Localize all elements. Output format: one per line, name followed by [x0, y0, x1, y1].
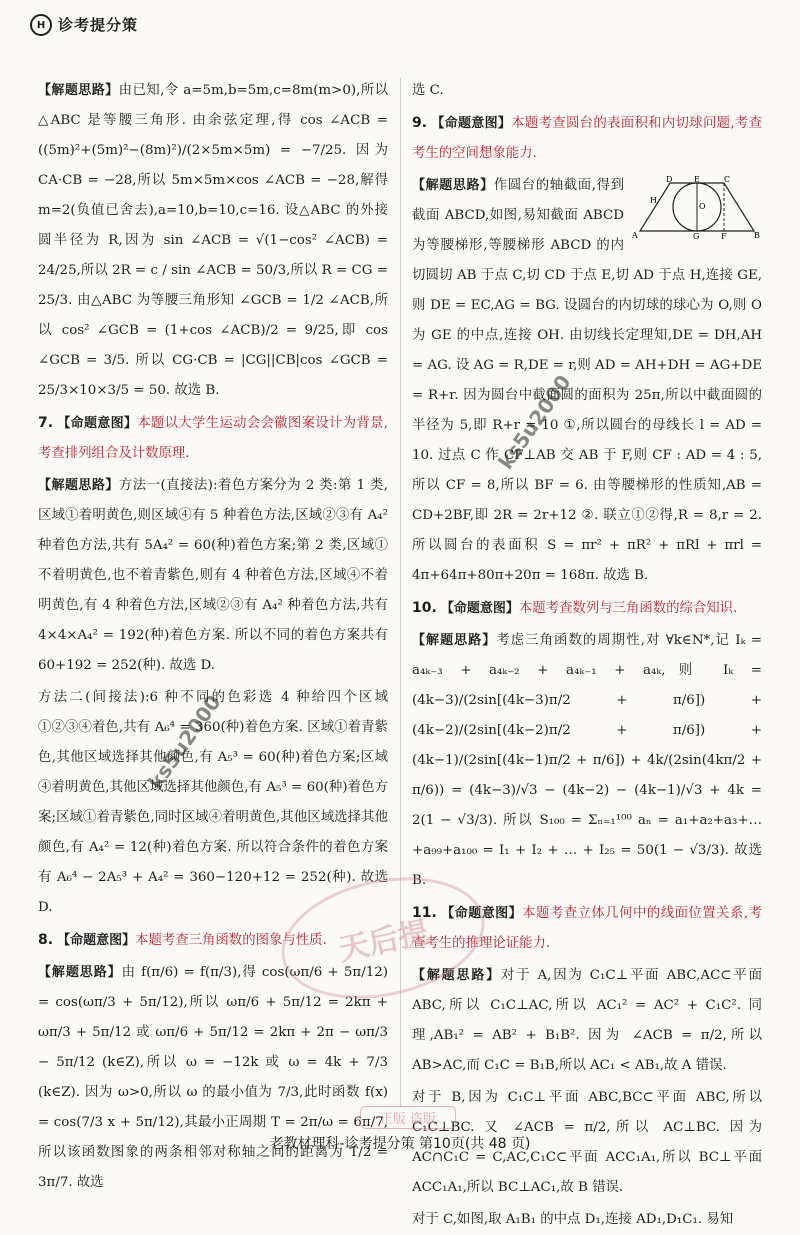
intent-tag: 【命题意图】 — [57, 416, 138, 431]
frustum-section-figure — [632, 175, 762, 239]
q11-option-a-text: 对于 A,因为 C₁C⊥平面 ABC,AC⊂平面 ABC,所以 C₁C⊥AC,所以 AC₁² = AC² + C₁C². 同理,AB₁² = AB² + B₁B². 因为 ∠ACB = π/2,所以 AB>AC,而 C₁C = B₁B,所以 AC₁ < AB₁,故 A 错误. — [412, 968, 762, 1073]
q6-solution — [38, 76, 388, 406]
page-footer: 老教材理科-诊考提分策 第10页(共 48 页) — [269, 1136, 531, 1152]
q10-intent-text: 本题考查数列与三角函数的综合知识. — [518, 601, 738, 616]
solution-tag: 【解题思路】 — [412, 178, 494, 193]
q11-solution-a — [412, 961, 762, 1081]
publisher-watermark: 天后提 — [270, 860, 496, 1016]
fig-label-c: C — [724, 175, 731, 184]
q9-intent — [412, 108, 762, 169]
header-title: 诊考提分策 — [58, 16, 139, 34]
q9-intent-text: 本题考查圆台的表面积和内切球问题,考查考生的空间想象能力. — [412, 116, 762, 161]
solution-tag: 【解题思路】 — [38, 478, 119, 493]
solution-tag: 【解题思路】 — [412, 968, 501, 983]
fig-label-e: E — [694, 175, 700, 184]
solution-tag: 【解题思路】 — [38, 965, 122, 980]
brand-logo-icon: H — [30, 14, 52, 36]
q7-solution — [38, 471, 388, 681]
fig-label-h: H — [650, 196, 657, 205]
q10-intent — [412, 593, 762, 624]
q8-solution-text: 由 f(π/6) = f(π/3),得 cos(ωπ/6 + 5π/12) = cos(ωπ/3 + 5π/12),所以 ωπ/6 + 5π/12 = 2kπ + ωπ/3 + 5π/12 或 ωπ/6 + 5π/12 = 2kπ + 2π − ωπ/3 − 5π/12 (k∈Z),所以 ω = −12k 或 ω = 4k + 7/3 (k∈Z). 因为 ω>0,所以 ω 的最小值为 7/3,此时函数 f(x) = cos(7/3 x + 5π/12),其最小正周期 T = 2π/ω = 6π/7,所以该函数图象的两条相邻对称轴之间的距离为 T/2 = 3π/7. 故选 — [38, 965, 388, 1190]
q7-number: 7. — [38, 415, 54, 431]
fig-label-f: F — [721, 232, 727, 241]
q11-solution-c: 对于 C,如图,取 A₁B₁ 的中点 D₁,连接 AD₁,D₁C₁. 易知 — [412, 1212, 734, 1227]
q8-continuation: 选 C. — [412, 83, 444, 98]
intent-tag: 【命题意图】 — [57, 933, 136, 948]
q11-number: 11. — [412, 905, 437, 921]
q9-solution-text: 作圆台的轴截面,得到截面 ABCD,如图,易知截面 ABCD 为等腰梯形,等腰梯形 ABCD 的内切圆切 AB 于点 C,切 CD 于点 E,切 AD 于点 H,连接 GE,则 DE = EC,AG = BG. 设圆台的内切球的球心为 O,则 O 为 GE 的中点,连接 OH. 由切线长定理知,DE = DH,AH = AG. 设 AG = R,DE = r,则 AD = AH+DH = AG+DE = R+r. 因为圆台中截面圆的面积为 25π,所以中截面圆的半径为 5,即 R+r = 10 ①,所以圆台的母线长 l = AD = 10. 过点 C 作 CF⊥AB 交 AB 于 F,则 CF : AD = 4 : 5,所以 CF = 8,所以 BF = 6. 由等腰梯形的性质知,AB = CD+2BF,即 2R = 2r+12 ②. 联立①②得,R = 8,r = 2. 所以圆台的表面积 S = πr² + πR² + πRl + πrl = 4π+64π+80π+20π = 168π. 故选 B. — [412, 178, 762, 583]
fig-label-a: A — [632, 231, 638, 240]
antipiracy-seal: 正版 盗版 — [360, 1106, 456, 1129]
solution-tag: 【解题思路】 — [38, 83, 119, 98]
q8-number: 8. — [38, 932, 54, 948]
intent-tag: 【命题意图】 — [431, 116, 512, 131]
q8-intent-text: 本题考查三角函数的图象与性质. — [135, 933, 327, 948]
q10-number: 10. — [412, 600, 437, 616]
q10-solution-text: 考虑三角函数的周期性,对 ∀k∈N*,记 Iₖ = a₄ₖ₋₃ + a₄ₖ₋₂ + a₄ₖ₋₁ + a₄ₖ,则 Iₖ = (4k−3)/(2sin[(4k−3)π/2 + π/6]) + (4k−2)/(2sin[(4k−2)π/2 + π/6]) + (4k−1)/(2sin[(4k−1)π/2 + π/6]) + 4k/(2sin(4kπ/2 + π/6)) = (4k−3)/√3 − (4k−2) − (4k−1)/√3 + 4k = 2(1 − √3/3). 所以 S₁₀₀ = Σₙ₌₁¹⁰⁰ aₙ = a₁+a₂+a₃+…+a₉₉+a₁₀₀ = I₁ + I₂ + … + I₂₅ = 50(1 − √3/3). 故选 B. — [412, 633, 762, 888]
fig-label-d: D — [666, 175, 673, 184]
q11-intent-text: 本题考查立体几何中的线面位置关系,考查考生的推理论证能力. — [412, 906, 762, 951]
q6-solution-text: 由已知,令 a=5m,b=5m,c=8m(m>0),所以△ABC 是等腰三角形. 由余弦定理,得 cos ∠ACB = ((5m)²+(5m)²−(8m)²)/(2×5m×5m) = −7/25. 因为 CA·CB = −28,所以 5m×5m×cos ∠ACB = −28,解得 m=2(负值已舍去),a=10,b=10,c=16. 设△ABC 的外接圆半径为 R,因为 sin ∠ACB = √(1−cos² ∠ACB) = 24/25,所以 2R = c / sin ∠ACB = 50/3,所以 R = CG = 25/3. 由△ABC 为等腰三角形知 ∠GCB = 1/2 ∠ACB,所以 cos² ∠GCB = (1+cos ∠ACB)/2 = 9/25,即 cos ∠GCB = 3/5. 所以 CG·CB = |CG||CB|cos ∠GCB = 25/3×10×3/5 = 50. 故选 B. — [38, 83, 388, 398]
q7-intent-text: 本题以大学生运动会会徽图案设计为背景,考查排列组合及计数原理. — [38, 416, 388, 461]
solution-tag: 【解题思路】 — [412, 633, 497, 648]
watermark-stamp-right: ks5u2000 — [493, 370, 576, 474]
q7-method2: 方法二(间接法):6 种不同的色彩选 4 种给四个区域①②③④着色,共有 A₆⁴ = 360(种)着色方案. 区域①着青紫色,其他区域选择其他颜色,有 A₅³ = 60(种)着色方案;区域④着明黄色,其他区域选择其他颜色,有 A₅³ = 60(种)着色方案;区域①着青紫色,同时区域④着明黄色,其他区域选择其他颜色,有 A₄² = 12(种)着色方案. 所以符合条件的着色方案有 A₆⁴ − 2A₅³ + A₄² = 360−120+12 = 252(种). 故选 D. — [38, 690, 388, 915]
q7-intent — [38, 408, 388, 469]
fig-label-b: B — [754, 231, 760, 240]
fig-label-g: G — [693, 232, 700, 241]
fig-label-o: O — [699, 202, 706, 211]
frustum-diagram — [632, 175, 762, 239]
q7-method1-text: 方法一(直接法):着色方案分为 2 类:第 1 类,区域①着明黄色,则区域④有 5 种着色方法,区域②③有 A₄² 种着色方法,共有 5A₄² = 60(种)着色方案;第 2 类,区域①不着明黄色,也不着青紫色,则有 4 种着色方法,区域④不着明黄色,有 4 种着色方法,区域②③有 A₄² 种着色方法,共有 4×4×A₄² = 192(种)着色方案. 所以不同的着色方案共有 60+192 = 252(种). 故选 D. — [38, 478, 388, 673]
watermark-stamp-left: ks5u2000 — [143, 690, 226, 794]
q9-number: 9. — [412, 115, 428, 131]
q11-solution-b: 对于 B,因为 C₁C⊥平面 ABC,BC⊂平面 ABC,所以 C₁C⊥BC. 又 ∠ACB = π/2,所以 AC⊥BC. 因为 AC∩C₁C = C,AC,C₁C⊂平面 ACC₁A₁,所以 BC⊥平面 ACC₁A₁,所以 BC⊥AC₁,故 B 错误. — [412, 1090, 762, 1195]
intent-tag: 【命题意图】 — [440, 906, 523, 921]
intent-tag: 【命题意图】 — [440, 601, 519, 616]
page-header — [30, 14, 770, 72]
q10-solution — [412, 626, 762, 896]
